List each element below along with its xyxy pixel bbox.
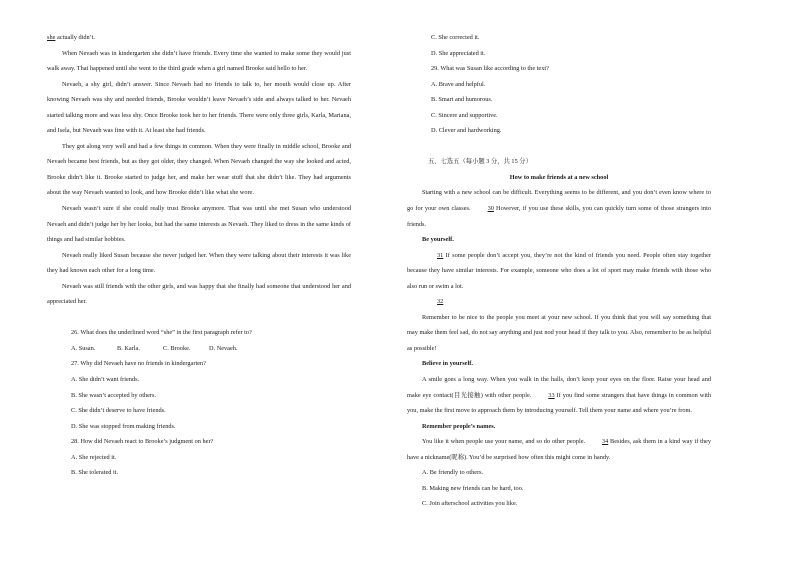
option-c: C. She corrected it.: [431, 34, 480, 41]
paragraph-1: When Nevaeh was in kindergarten she didn’t have friends. Every time she wanted to make some they would just walk away. That happened until she went to the third grade when a girl named Brooke said hello to her.: [47, 49, 351, 73]
option-b: B. Karla.: [117, 344, 140, 352]
intro-paragraph: Starting with a new school can be difficult. Everything seems to be different, and you don’t even know where to go for your own classes. 30 However, if you use these skills, you can quickly turn some of those strangers into friends.: [407, 189, 711, 228]
option-a: A. Be friendly to others.: [422, 469, 484, 477]
blank-34: 34: [601, 438, 609, 446]
question-28-stem: 28. How did Nevaeh react to Brooke’s judgment on her?: [71, 438, 214, 446]
paragraph-6: Nevaeh was still friends with the other girls, and was happy that she finally had someone that understood her and appreciated her.: [47, 282, 351, 306]
option-b: B. Making new friends can be hard, too.: [422, 484, 524, 492]
question-27-stem: 27. Why did Nevaeh have no friends in kindergarten?: [71, 360, 206, 368]
right-column: [407, 30, 711, 512]
blank-31: 31: [437, 251, 444, 259]
option-a: A. Brave and helpful.: [431, 80, 486, 88]
heading-be-yourself: Be yourself.: [422, 236, 454, 244]
option-b: B. She wasn’t accepted by others.: [71, 391, 157, 399]
option-b: B. She tolerated it.: [71, 469, 119, 477]
paragraph-31: 31 If some people don’t accept you, they’re not the kind of friends you need. People often stay together because they have similar interests. For example, someone who does a lot of sport may make friends with those who also run or swim a lot.: [407, 248, 711, 295]
option-d: D. Nevaeh.: [209, 344, 238, 352]
option-c: C. Sincere and supportive.: [431, 111, 498, 119]
option-a: A. Susan.: [71, 344, 96, 352]
option-d: D. She was stopped from making friends.: [71, 422, 176, 430]
spacer: [407, 139, 711, 155]
question-26-options: [47, 341, 351, 357]
blank-33: 33: [548, 391, 555, 399]
paragraph-32-line: [407, 294, 711, 310]
paragraph-2: Nevaeh, a shy girl, didn’t answer. Since Nevaeh had no friends to talk to, her mouth would close up. After knowing Nevaeh was shy and needed friends, Brooke wouldn’t leave Nevaeh’s side and always talked to her. Nevaeh started talking more and was less shy. Once Brooke took her to her friends. There were only three girls, Karla, Mariana, and Isela, but Nevaeh was fine with it. At least she had friends.: [47, 80, 351, 135]
heading-believe-in-yourself: Believe in yourself.: [422, 360, 473, 368]
option-b: B. Smart and humorous.: [431, 96, 493, 104]
paragraph-5: Nevaeh really liked Susan because she never judged her. When they were talking about their interests it was like they had known each other for a long time.: [47, 251, 351, 275]
paragraph-3: They got along very well and had a few things in common. When they were finally in middle school, Brooke and Nevaeh became best friends, but as they got older, they changed. When Nevaeh changed the way she looked and acted, Brooke didn’t like it. Brooke started to judge her, and make her wear stuff that she didn’t like. They had arguments about the way Nevaeh wanted to look, and how Brooke didn’t like what she wore.: [47, 142, 351, 197]
blank-32: 32: [437, 298, 444, 306]
lead-rest: actually didn’t.: [55, 34, 95, 41]
option-c: C. Brooke.: [163, 344, 191, 352]
heading-remember-names: Remember people’s names.: [422, 422, 496, 430]
lead-line: [47, 30, 351, 46]
option-c: C. She didn’t deserve to have friends.: [71, 407, 166, 415]
blank-30: 30: [487, 204, 494, 212]
option-a: A. She rejected it.: [71, 453, 117, 461]
option-a: A. She didn’t want friends.: [71, 375, 140, 383]
option-c: C. Join afterschool activities you like.: [422, 500, 518, 508]
paragraph-33: A smile goes a long way. When you walk in the halls, don’t keep your eyes on the floor. Raise your head and make eye contact(目光接触) with other people. 33 If you find some strangers that have things in common with you, make the first move to approach them by introducing yourself. Tell them your name and where you’re from.: [407, 375, 711, 415]
paragraph-4: Nevaeh wasn’t sure if she could really trust Brooke anymore. That was until she met Susan who understood Nevaeh and didn’t judge her by her looks, but had the same interests as Nevaeh. They liked to dress in the same kinds of things and had similar hobbies.: [47, 205, 351, 244]
section-heading: 五、七选五（每小题 3 分，共 15 分）: [428, 158, 532, 166]
left-column: [47, 30, 351, 481]
option-d: D. Clever and hardworking.: [431, 127, 502, 135]
question-29-stem: 29. What was Susan like according to the text?: [431, 65, 549, 73]
underlined-she: she: [47, 34, 56, 41]
option-d: D. She appreciated it.: [431, 49, 486, 57]
paragraph-34: You like it when people use your name, and so do other people. 34 Besides, ask them in a kind way if they have a nickname(昵称). You’d be surprised how often this might come in handy.: [407, 434, 711, 465]
passage-title: How to make friends at a new school: [509, 173, 609, 181]
question-26-stem: 26. What does the underlined word “she” in the first paragraph refer to?: [71, 329, 252, 337]
spacer: [47, 310, 351, 326]
paragraph-32: Remember to be nice to the people you meet at your new school. If you think that you will say something that may make them feel sad, do not say anything and just nod your head if they talk to you. Also, remember to be as helpful as possible!: [407, 313, 711, 352]
